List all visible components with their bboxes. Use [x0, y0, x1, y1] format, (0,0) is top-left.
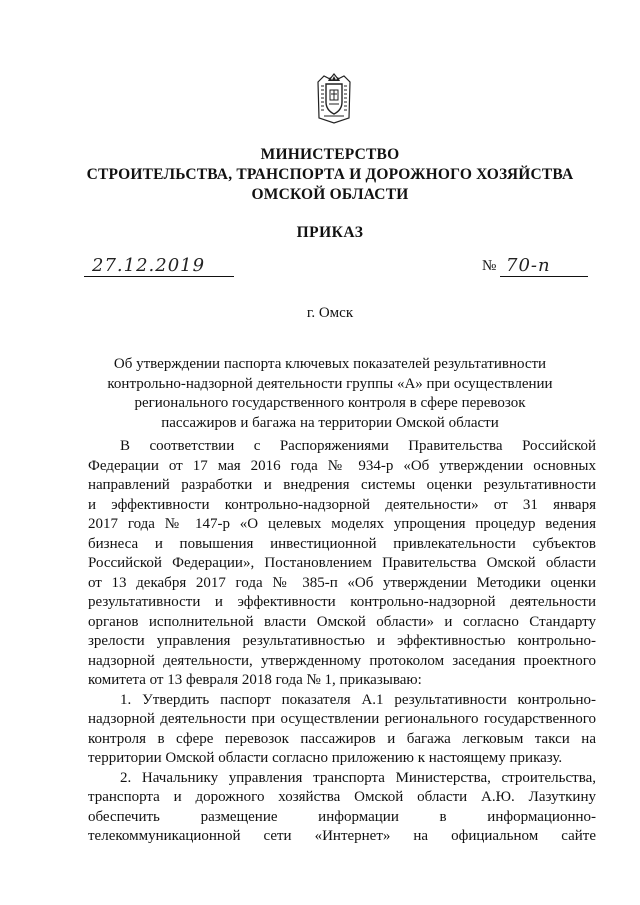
body-line: 1. Утвердить паспорт показателя А.1 результативности контрольно-: [120, 691, 596, 708]
body-line: территории Омской области согласно приложению к настоящему приказу.: [88, 750, 563, 766]
body-line: от 13 декабря 2017 года № 385-п «Об утверждении Методики оценки: [88, 574, 596, 591]
order-body: [88, 437, 596, 847]
handwritten-date: 27.12.2019: [92, 255, 206, 276]
body-line: контроля в сфере перевозок пассажиров и багажа легковым такси на: [88, 730, 596, 747]
coat-of-arms-emblem: [316, 72, 352, 124]
body-line: обеспечить размещение информации в информационно-: [88, 808, 596, 825]
subject-line: Об утверждении паспорта ключевых показателей результативности: [113, 356, 547, 372]
body-line: В соответствии с Распоряжениями Правительства Российской: [120, 438, 596, 454]
body-line: надзорной деятельности, утвержденному протоколом заседания проектного: [88, 652, 596, 669]
body-line: 2. Начальнику управления транспорта Министерства, строительства,: [120, 769, 596, 786]
body-line: Российской Федерации», Постановлением Правительства Омской области: [88, 555, 596, 571]
body-line: комитета от 13 февраля 2018 года № 1, приказываю:: [88, 672, 422, 688]
ministry-line: ОМСКОЙ ОБЛАСТИ: [251, 186, 409, 203]
body-line: зрелости управления результативностью и эффективностью контрольно-: [88, 633, 596, 649]
ministry-line: СТРОИТЕЛЬСТВА, ТРАНСПОРТА И ДОРОЖНОГО ХОЗЯЙСТВА: [86, 166, 574, 183]
body-line: направлений разработки и внедрения системы оценки результативности: [88, 477, 596, 493]
city-line: г. Омск: [306, 305, 354, 321]
body-line: органов исполнительной власти Омской области» и согласно Стандарту: [88, 613, 596, 630]
ministry-line: МИНИСТЕРСТВО: [260, 146, 400, 163]
ministry-title: [60, 145, 600, 205]
item-2-paragraph: [88, 769, 596, 847]
body-line: результативности и эффективности контрольно-надзорной деятельности: [88, 594, 596, 610]
body-line: транспорта и дорожного хозяйства Омской области А.Ю. Лазуткину: [88, 789, 596, 805]
order-subject: [80, 355, 580, 433]
subject-line: контрольно-надзорной деятельности группы «А» при осуществлении: [107, 375, 553, 392]
body-line: Федерации от 17 мая 2016 года № 934-р «Об утверждении основных: [88, 457, 596, 474]
preamble-paragraph: [88, 437, 596, 691]
body-line: надзорной деятельности при осуществлении регионального государственного: [88, 711, 596, 727]
subject-line: пассажиров и багажа на территории Омской области: [161, 414, 499, 431]
number-field: [500, 252, 588, 277]
body-line: и эффективности контрольно-надзорной деятельности» от 31 января: [88, 496, 596, 513]
handwritten-number: 70-п: [506, 255, 551, 276]
body-line: телекоммуникационной сети «Интернет» на официальном сайте: [88, 828, 596, 844]
item-1-paragraph: [88, 691, 596, 769]
body-line: бизнеса и повышения инвестиционной привлекательности субъектов: [88, 535, 596, 552]
date-field: [84, 252, 234, 277]
subject-line: регионального государственного контроля в сфере перевозок: [134, 395, 526, 411]
number-label: №: [482, 258, 497, 274]
body-line: 2017 года № 147-р «О целевых моделях упрощения процедур ведения: [88, 516, 596, 532]
document-type-title: ПРИКАЗ: [296, 224, 364, 241]
